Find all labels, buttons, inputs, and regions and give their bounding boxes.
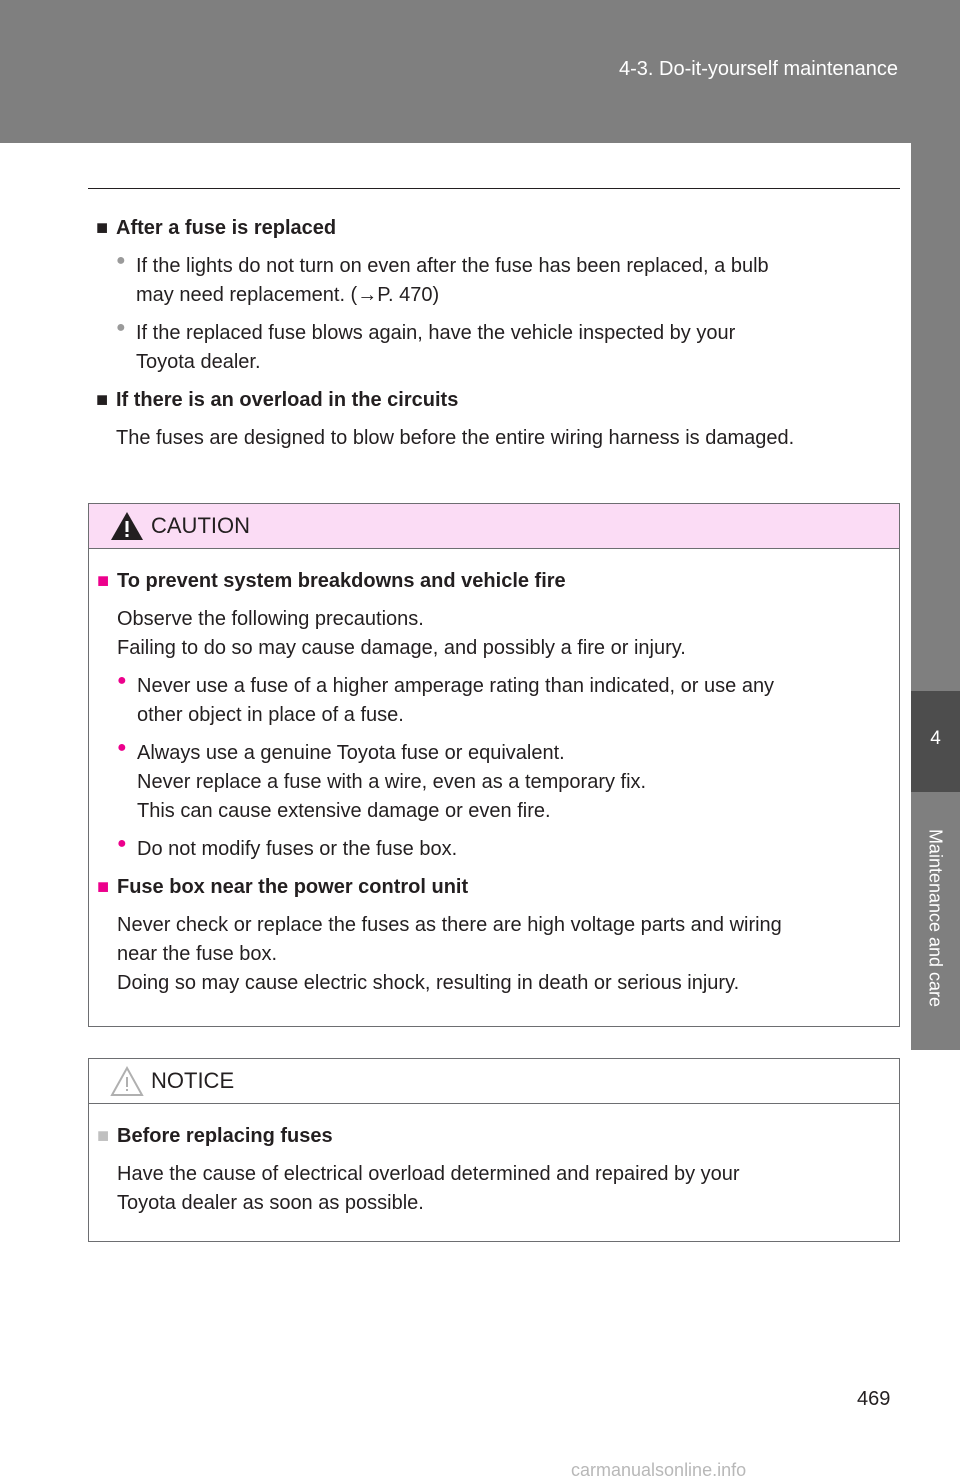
warning-triangle-icon <box>109 510 145 542</box>
bullet-text: If the lights do not turn on even after the fuse has been replaced, a bulb <box>136 255 769 277</box>
overload-text: The fuses are designed to blow before the entire wiring harness is damaged. <box>116 427 795 449</box>
dot-bullet-icon: ● <box>117 672 127 689</box>
notice-body <box>89 1104 899 1218</box>
bullet-text: other object in place of a fuse. <box>137 704 404 726</box>
dot-bullet-icon: ● <box>116 319 126 336</box>
notice-text: Have the cause of electrical overload determined and repaired by your <box>117 1163 740 1185</box>
heading-text: Fuse box near the power control unit <box>117 876 469 898</box>
bullet-text: Toyota dealer. <box>136 351 261 373</box>
heading-text: After a fuse is replaced <box>116 217 337 239</box>
dot-bullet-icon: ● <box>116 252 126 269</box>
header-rule <box>88 188 900 189</box>
heading-text: To prevent system breakdowns and vehicle fire <box>117 570 566 592</box>
caution-text: Doing so may cause electric shock, resulting in death or serious injury. <box>117 972 740 994</box>
bullet-text: Never use a fuse of a higher amperage rating than indicated, or use any <box>137 675 775 697</box>
list-item <box>96 252 890 310</box>
caution-text: near the fuse box. <box>117 943 278 965</box>
square-bullet-icon: ■ <box>97 570 110 592</box>
square-bullet-icon: ■ <box>97 876 110 898</box>
caution-text: Failing to do so may cause damage, and possibly a fire or injury. <box>117 637 686 659</box>
page-header <box>0 0 960 143</box>
page-number: 469 <box>857 1388 891 1410</box>
heading-overload <box>96 386 890 415</box>
caution-body <box>89 549 899 998</box>
bullet-text: Never replace a fuse with a wire, even as a temporary fix. <box>137 771 647 793</box>
caution-box <box>88 503 900 1027</box>
side-strip <box>911 143 960 691</box>
bullet-text: If the replaced fuse blows again, have the vehicle inspected by your <box>136 322 736 344</box>
dot-bullet-icon: ● <box>117 739 127 756</box>
caution-heading-fuse-box <box>97 873 891 902</box>
bullet-text: may need replacement. (→P. 470) <box>136 284 440 306</box>
caution-header <box>89 504 899 549</box>
dot-bullet-icon: ● <box>117 835 127 852</box>
bullet-text: Always use a genuine Toyota fuse or equivalent. <box>137 742 565 764</box>
square-bullet-icon: ■ <box>96 217 109 239</box>
heading-text: If there is an overload in the circuits <box>116 389 459 411</box>
section-title: 4-3. Do-it-yourself maintenance <box>618 58 898 80</box>
list-item <box>97 739 891 826</box>
caution-heading-fire <box>97 567 891 596</box>
caution-title: CAUTION <box>151 513 250 538</box>
square-bullet-icon: ■ <box>97 1125 110 1147</box>
caution-text: Observe the following precautions. <box>117 608 424 630</box>
square-bullet-icon: ■ <box>96 389 109 411</box>
watermark: carmanualsonline.info <box>571 1460 747 1480</box>
heading-text: Before replacing fuses <box>117 1125 333 1147</box>
chapter-number: 4 <box>930 728 941 749</box>
warning-outline-icon <box>109 1065 145 1097</box>
bullet-text: This can cause extensive damage or even fire. <box>137 800 551 822</box>
list-item <box>97 835 891 864</box>
main-content <box>96 214 890 453</box>
heading-after-fuse <box>96 214 890 243</box>
notice-text: Toyota dealer as soon as possible. <box>117 1192 424 1214</box>
caution-text: Never check or replace the fuses as there are high voltage parts and wiring <box>117 914 782 936</box>
notice-box <box>88 1058 900 1242</box>
notice-header <box>89 1059 899 1104</box>
chapter-label-text: Maintenance and care <box>925 828 946 1008</box>
list-item <box>97 672 891 730</box>
notice-title: NOTICE <box>151 1068 235 1093</box>
bullet-text: Do not modify fuses or the fuse box. <box>137 838 458 860</box>
list-item <box>96 319 890 377</box>
notice-heading <box>97 1122 891 1151</box>
